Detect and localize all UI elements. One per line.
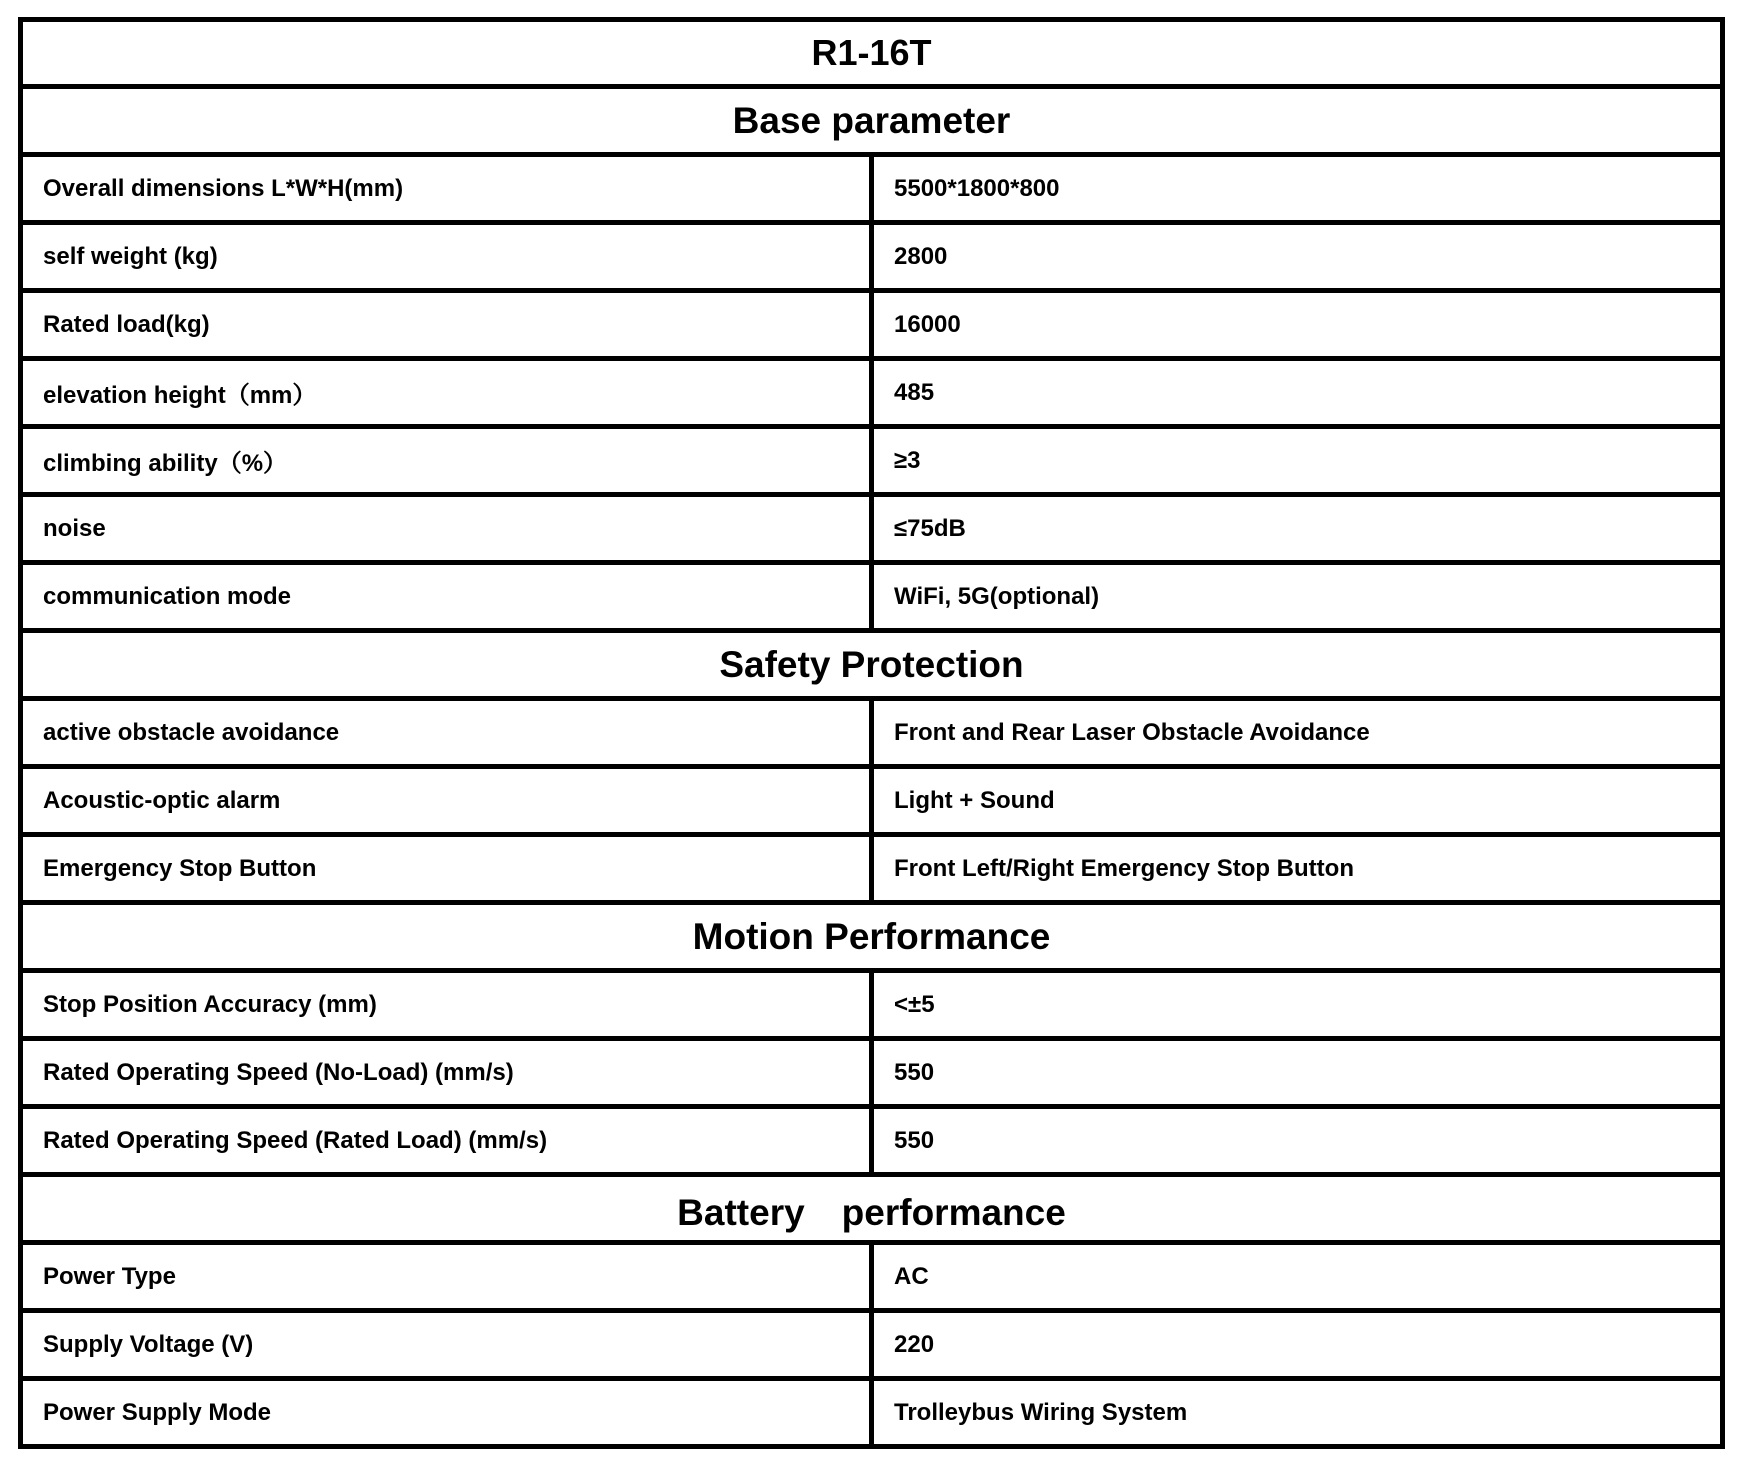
parameter-value: WiFi, 5G(optional) bbox=[872, 563, 1723, 631]
parameter-label: Supply Voltage (V) bbox=[21, 1311, 872, 1379]
parameter-value: ≤75dB bbox=[872, 495, 1723, 563]
parameter-value: Front and Rear Laser Obstacle Avoidance bbox=[872, 699, 1723, 767]
section-heading: Battery performance bbox=[21, 1175, 1723, 1243]
table-row bbox=[21, 359, 1723, 427]
table-row bbox=[21, 971, 1723, 1039]
table-row bbox=[21, 1379, 1723, 1447]
table-row bbox=[21, 767, 1723, 835]
parameter-value: Trolleybus Wiring System bbox=[872, 1379, 1723, 1447]
parameter-label: active obstacle avoidance bbox=[21, 699, 872, 767]
parameter-label: Rated load(kg) bbox=[21, 291, 872, 359]
table-row bbox=[21, 1243, 1723, 1311]
spec-table bbox=[18, 17, 1725, 1449]
parameter-label: Rated Operating Speed (No-Load) (mm/s) bbox=[21, 1039, 872, 1107]
parameter-label: Emergency Stop Button bbox=[21, 835, 872, 903]
parameter-label: self weight (kg) bbox=[21, 223, 872, 291]
section-heading-row bbox=[21, 87, 1723, 155]
parameter-value: 550 bbox=[872, 1039, 1723, 1107]
section-heading-row bbox=[21, 903, 1723, 971]
parameter-label: noise bbox=[21, 495, 872, 563]
table-row bbox=[21, 427, 1723, 495]
parameter-label: Acoustic-optic alarm bbox=[21, 767, 872, 835]
parameter-label: Stop Position Accuracy (mm) bbox=[21, 971, 872, 1039]
parameter-label: climbing ability（%） bbox=[21, 427, 872, 495]
parameter-label: communication mode bbox=[21, 563, 872, 631]
parameter-label: Overall dimensions L*W*H(mm) bbox=[21, 155, 872, 223]
table-row bbox=[21, 563, 1723, 631]
parameter-label: Power Supply Mode bbox=[21, 1379, 872, 1447]
parameter-value: <±5 bbox=[872, 971, 1723, 1039]
table-row bbox=[21, 1107, 1723, 1175]
parameter-value: 550 bbox=[872, 1107, 1723, 1175]
table-row bbox=[21, 291, 1723, 359]
table-title: R1-16T bbox=[21, 20, 1723, 87]
section-heading: Base parameter bbox=[21, 87, 1723, 155]
table-row bbox=[21, 699, 1723, 767]
table-row bbox=[21, 495, 1723, 563]
parameter-value: AC bbox=[872, 1243, 1723, 1311]
spec-table-body bbox=[21, 20, 1723, 1447]
parameter-value: 220 bbox=[872, 1311, 1723, 1379]
parameter-label: Power Type bbox=[21, 1243, 872, 1311]
parameter-value: 16000 bbox=[872, 291, 1723, 359]
title-row bbox=[21, 20, 1723, 87]
parameter-label: elevation height（mm） bbox=[21, 359, 872, 427]
table-row bbox=[21, 1311, 1723, 1379]
table-row bbox=[21, 155, 1723, 223]
table-row bbox=[21, 1039, 1723, 1107]
section-heading-row bbox=[21, 631, 1723, 699]
parameter-label: Rated Operating Speed (Rated Load) (mm/s) bbox=[21, 1107, 872, 1175]
parameter-value: Front Left/Right Emergency Stop Button bbox=[872, 835, 1723, 903]
parameter-value: ≥3 bbox=[872, 427, 1723, 495]
section-heading: Safety Protection bbox=[21, 631, 1723, 699]
parameter-value: 5500*1800*800 bbox=[872, 155, 1723, 223]
parameter-value: Light + Sound bbox=[872, 767, 1723, 835]
parameter-value: 485 bbox=[872, 359, 1723, 427]
table-row bbox=[21, 835, 1723, 903]
table-row bbox=[21, 223, 1723, 291]
parameter-value: 2800 bbox=[872, 223, 1723, 291]
section-heading-row bbox=[21, 1175, 1723, 1243]
section-heading: Motion Performance bbox=[21, 903, 1723, 971]
